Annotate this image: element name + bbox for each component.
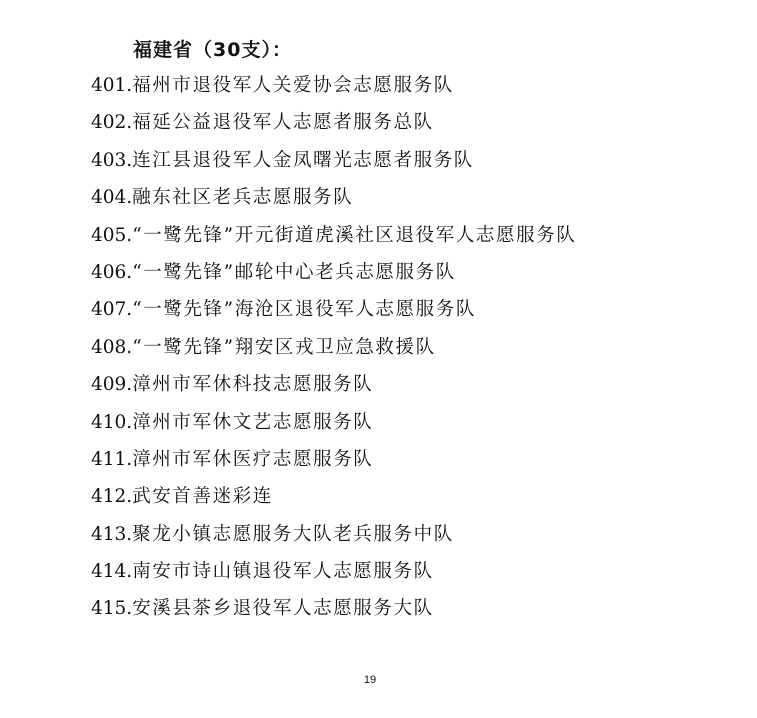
item-text: 南安市诗山镇退役军人志愿服务队 xyxy=(132,561,434,583)
item-text: 连江县退役军人金凤曙光志愿者服务队 xyxy=(132,149,474,171)
item-number: 406. xyxy=(91,261,133,283)
list-item xyxy=(91,334,576,371)
list-item xyxy=(91,409,576,446)
list-item xyxy=(91,595,576,632)
item-text: 融东社区老兵志愿服务队 xyxy=(132,187,354,209)
item-text: 福延公益退役军人志愿者服务总队 xyxy=(132,112,434,134)
item-number: 411. xyxy=(91,448,133,470)
item-text: 福州市退役军人关爱协会志愿服务队 xyxy=(132,75,454,96)
list-item xyxy=(91,296,576,333)
item-number: 408. xyxy=(91,336,133,358)
page-number: 19 xyxy=(363,674,377,686)
list-item xyxy=(91,184,576,221)
item-text: 安溪县茶乡退役军人志愿服务大队 xyxy=(132,598,434,620)
list-item xyxy=(91,259,576,296)
item-number: 403. xyxy=(91,149,133,171)
list-item xyxy=(91,147,576,184)
item-number: 415. xyxy=(91,598,133,620)
item-number: 404. xyxy=(91,187,133,209)
list-item xyxy=(91,109,576,146)
section-heading: 福建省（30支）： xyxy=(133,39,292,61)
item-text: 漳州市军休文艺志愿服务队 xyxy=(132,411,374,433)
item-number: 407. xyxy=(91,299,133,321)
item-text: “一鹭先锋”邮轮中心老兵志愿服务队 xyxy=(132,261,456,283)
item-text: “一鹭先锋”海沧区退役军人志愿服务队 xyxy=(132,299,476,321)
list-item xyxy=(91,558,576,595)
list-item xyxy=(91,521,576,558)
item-number: 414. xyxy=(91,561,133,583)
item-number: 405. xyxy=(91,224,133,246)
item-text: 武安首善迷彩连 xyxy=(132,486,273,508)
item-number: 413. xyxy=(91,523,133,545)
item-text: “一鹭先锋”翔安区戎卫应急救援队 xyxy=(132,336,436,358)
item-number: 410. xyxy=(91,411,133,433)
item-text: 漳州市军休医疗志愿服务队 xyxy=(132,448,374,470)
item-number: 402. xyxy=(91,112,133,134)
list-item xyxy=(91,72,576,109)
list-item xyxy=(91,483,576,520)
item-text: 聚龙小镇志愿服务大队老兵服务中队 xyxy=(132,523,454,545)
list-item xyxy=(91,446,576,483)
item-text: “一鹭先锋”开元街道虎溪社区退役军人志愿服务队 xyxy=(132,224,577,246)
item-number: 412. xyxy=(91,486,133,508)
list-item xyxy=(91,371,576,408)
list-item xyxy=(91,222,576,259)
item-text: 漳州市军休科技志愿服务队 xyxy=(132,374,374,396)
item-number: 409. xyxy=(91,374,133,396)
team-list xyxy=(91,72,576,633)
item-number: 401. xyxy=(91,75,133,96)
